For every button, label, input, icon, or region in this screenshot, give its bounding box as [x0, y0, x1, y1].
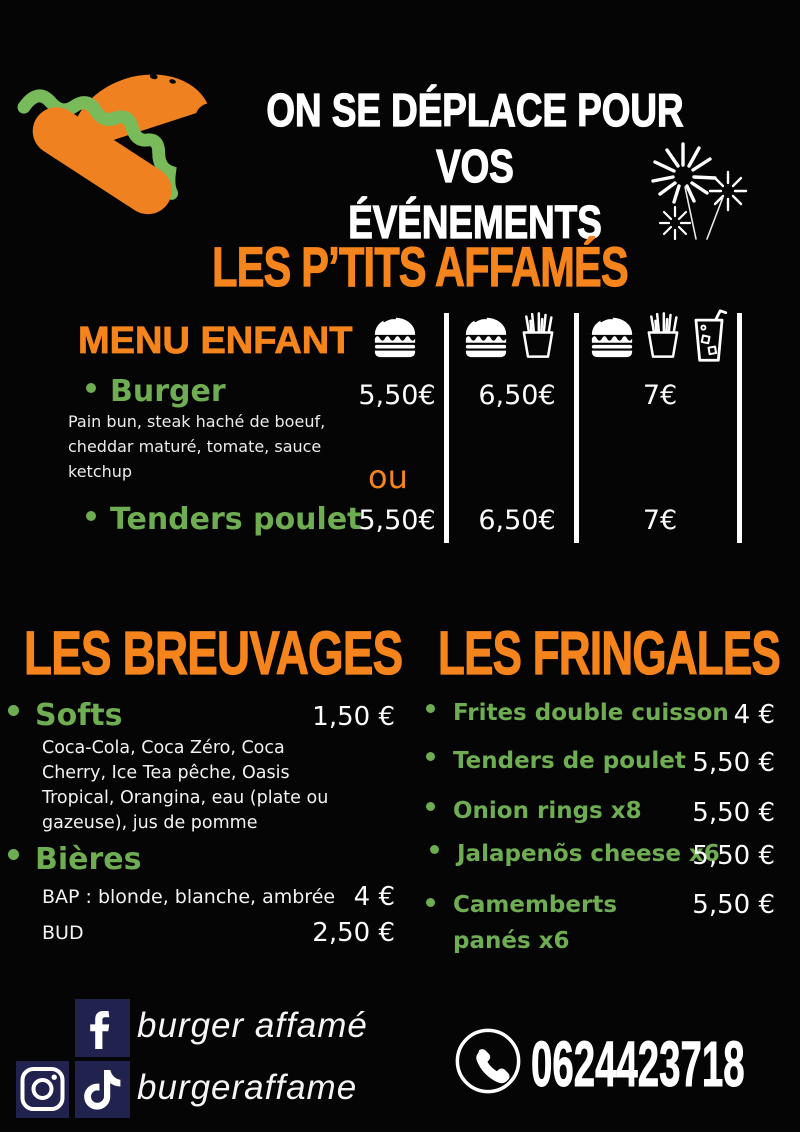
- headline-line2: ÉVÉNEMENTS: [348, 196, 602, 248]
- burger-logo-icon: [16, 22, 234, 240]
- beer-line-bud: BUD: [42, 922, 84, 944]
- tiktok-icon: [75, 1061, 130, 1118]
- burger-icon: [463, 315, 509, 359]
- snacks-section-title: LES FRINGALES: [438, 619, 781, 687]
- kids-item-name: Tenders poulet: [110, 502, 362, 537]
- kids-price: 7€: [642, 380, 678, 411]
- tiktok-instagram-handle: burgeraffame: [137, 1068, 358, 1107]
- drinks-item-name: Softs: [35, 698, 123, 733]
- drinks-item-bieres: [8, 842, 142, 877]
- beer-price: 4 €: [353, 882, 395, 912]
- phone-icon: [453, 1026, 523, 1096]
- bullet-dot: [8, 849, 19, 860]
- kids-price: 5,50€: [358, 380, 436, 411]
- fries-icon: [518, 310, 558, 360]
- drink-icon: [690, 308, 728, 364]
- softs-description: Coca-Cola, Coca Zéro, Coca Cherry, Ice Tea pêche, Oasis Tropical, Orangina, eau (plate ou gazeuse), jus de pomme: [42, 738, 329, 833]
- bullet-dot: [426, 752, 435, 761]
- phone-number: 0624423718: [531, 1028, 745, 1100]
- snack-name: Tenders de poulet: [453, 748, 686, 774]
- snack-price: 5,50 €: [692, 841, 775, 871]
- tiktok-square: [75, 1061, 130, 1118]
- snack-item: [430, 841, 720, 867]
- bullet-dot: [430, 845, 439, 854]
- drinks-item-softs: [8, 698, 122, 733]
- bullet-dot: [86, 383, 96, 393]
- facebook-icon: [75, 999, 130, 1057]
- bullet-dot: [426, 802, 435, 811]
- snack-price: 5,50 €: [692, 798, 775, 828]
- snack-item: [426, 798, 642, 824]
- kids-item-description: Pain bun, steak haché de boeuf, cheddar maturé, tomate, sauce ketchup: [68, 412, 326, 481]
- bullet-dot: [8, 705, 19, 716]
- bullet-dot: [86, 511, 96, 521]
- snack-name: Onion rings x8: [453, 798, 642, 824]
- drinks-price: 1,50 €: [312, 702, 395, 732]
- kids-item-burger: [86, 374, 226, 409]
- kids-menu-label: MENU ENFANT: [78, 320, 353, 362]
- or-separator: ou: [368, 458, 408, 496]
- drinks-item-name: Bières: [35, 842, 142, 877]
- burger-icon: [589, 315, 635, 359]
- snack-item: [426, 700, 729, 726]
- kids-item-name: Burger: [110, 374, 226, 409]
- fries-icon: [643, 310, 683, 360]
- snack-name: Camemberts panés x6: [453, 892, 618, 954]
- beer-line-bap: BAP : blonde, blanche, ambrée: [42, 886, 336, 908]
- kids-price: 6,50€: [478, 380, 556, 411]
- kids-section-title: LES P’TITS AFFAMÉS: [212, 235, 628, 298]
- column-divider: [737, 313, 742, 543]
- facebook-handle: burger affamé: [137, 1006, 368, 1045]
- snack-price: 5,50 €: [692, 748, 775, 778]
- snack-price: 4 €: [733, 700, 775, 730]
- kids-price: 6,50€: [478, 505, 556, 536]
- fireworks-icon: [633, 140, 763, 240]
- kids-price: 5,50€: [358, 505, 436, 536]
- snack-name: Jalapenõs cheese x6: [457, 841, 720, 867]
- beer-price: 2,50 €: [312, 918, 395, 948]
- snack-price: 5,50 €: [692, 890, 775, 920]
- burger-icon: [372, 315, 418, 359]
- bullet-dot: [426, 704, 435, 713]
- bullet-dot: [426, 898, 435, 907]
- snack-item: [426, 888, 656, 959]
- kids-item-tenders: [86, 502, 362, 537]
- drinks-section-title: LES BREUVAGES: [24, 619, 403, 687]
- instagram-square: [16, 1061, 69, 1118]
- kids-price: 7€: [642, 505, 678, 536]
- headline-line1: ON SE DÉPLACE POUR VOS: [266, 84, 684, 192]
- snack-name: Frites double cuisson: [453, 700, 729, 726]
- instagram-icon: [16, 1061, 69, 1118]
- facebook-square: [75, 999, 130, 1057]
- snack-item: [426, 748, 686, 774]
